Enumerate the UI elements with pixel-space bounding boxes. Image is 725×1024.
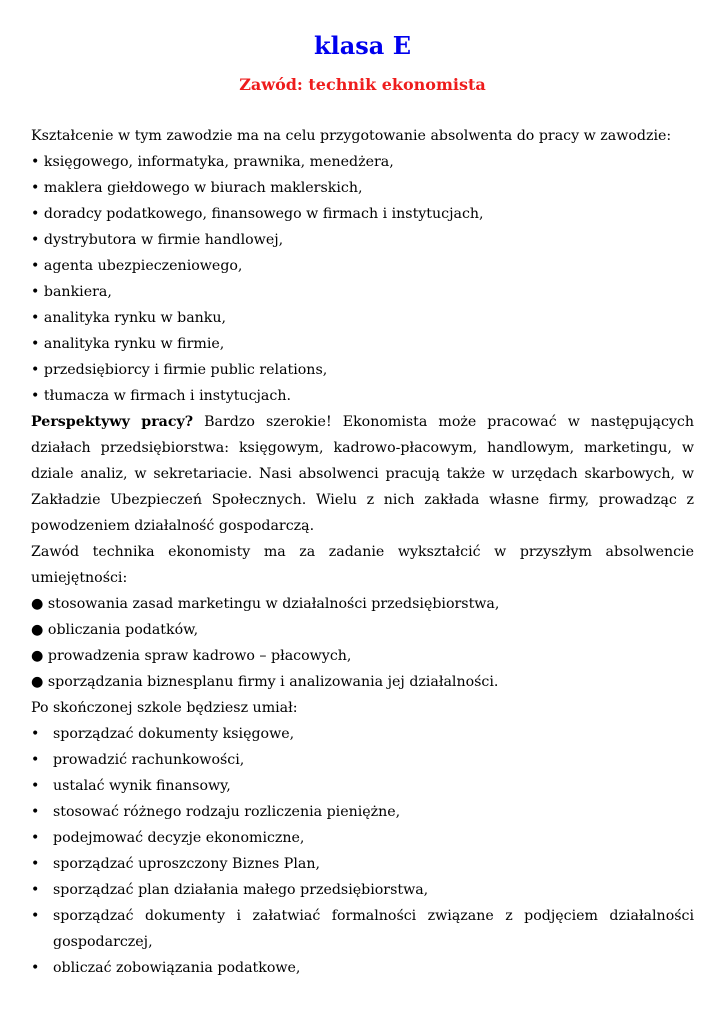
bullet-icon: ● (31, 648, 44, 664)
bullet-icon: • (31, 804, 40, 820)
intro-paragraph: Kształcenie w tym zawodzie ma na celu przygotowanie absolwenta do pracy w zawodzie: (31, 128, 672, 144)
skills-list (31, 591, 694, 695)
list-item: • dystrybutora w firmie handlowej, (31, 232, 284, 248)
bullet-icon: • (31, 362, 40, 378)
list-item: • sporządzać uproszczony Biznes Plan, (31, 851, 694, 877)
perspectives-text: Bardzo szerokie! Ekonomista może pracować w następujących działach przedsiębiorstwa: księgowym, kadrowo-płacowym, handlowym, marketingu, w dziale analiz, w sekretariacie. Nasi absolwenci pracują także w urzędach skarbowych, w Zakładzie Ubezpieczeń Społecznych. Wielu z nich zakłada własne firmy, prowadząc z powodzeniem działalność gospodarczą. (31, 414, 695, 534)
list-item: • bankiera, (31, 284, 112, 300)
list-item: • księgowego, informatyka, prawnika, menedżera, (31, 154, 394, 170)
bullet-icon: • (31, 752, 40, 768)
bullet-icon: • (31, 310, 40, 326)
list-item: ● stosowania zasad marketingu w działalności przedsiębiorstwa, (31, 596, 500, 612)
list-item: • maklera giełdowego w biurach maklerskich, (31, 180, 363, 196)
bullet-icon: • (31, 154, 40, 170)
bullet-icon: • (31, 882, 40, 898)
list-item: • sporządzać plan działania małego przedsiębiorstwa, (31, 877, 694, 903)
skills-intro: Zawód technika ekonomisty ma za zadanie wykształcić w przyszłym absolwencie umiejętności: (31, 544, 694, 586)
bullet-icon: • (31, 180, 40, 196)
list-item: • sporządzać dokumenty i załatwiać formalności związane z podjęciem działalności gospodarczej, (31, 903, 694, 955)
after-school-intro: Po skończonej szkole będziesz umiał: (31, 700, 298, 716)
bullet-icon: • (31, 206, 40, 222)
list-item: • podejmować decyzje ekonomiczne, (31, 825, 694, 851)
profession-list (31, 149, 694, 409)
abilities-list (31, 721, 694, 981)
bullet-icon: • (31, 388, 40, 404)
bullet-icon: • (31, 232, 40, 248)
bullet-icon: • (31, 336, 40, 352)
document-page (31, 30, 694, 981)
list-item: • analityka rynku w firmie, (31, 336, 225, 352)
bullet-icon: • (31, 960, 40, 976)
page-subtitle: Zawód: technik ekonomista (239, 75, 486, 94)
list-item: ● sporządzania biznesplanu firmy i analizowania jej działalności. (31, 674, 499, 690)
bullet-icon: ● (31, 674, 44, 690)
bullet-icon: • (31, 830, 40, 846)
bullet-icon: • (31, 778, 40, 794)
list-item: ● prowadzenia spraw kadrowo – płacowych, (31, 648, 352, 664)
bullet-icon: • (31, 908, 40, 924)
bullet-icon: • (31, 856, 40, 872)
list-item: • obliczać zobowiązania podatkowe, (31, 955, 694, 981)
perspectives-label: Perspektywy pracy? (31, 414, 194, 430)
list-item: • sporządzać dokumenty księgowe, (31, 721, 694, 747)
bullet-icon: • (31, 726, 40, 742)
list-item: • analityka rynku w banku, (31, 310, 227, 326)
list-item: • agenta ubezpieczeniowego, (31, 258, 243, 274)
list-item: • ustalać wynik finansowy, (31, 773, 694, 799)
bullet-icon: • (31, 284, 40, 300)
list-item: • doradcy podatkowego, finansowego w firmach i instytucjach, (31, 206, 484, 222)
bullet-icon: • (31, 258, 40, 274)
bullet-icon: ● (31, 622, 44, 638)
page-title: klasa E (313, 31, 411, 60)
bullet-icon: ● (31, 596, 44, 612)
list-item: • prowadzić rachunkowości, (31, 747, 694, 773)
list-item: • przedsiębiorcy i firmie public relations, (31, 362, 328, 378)
perspectives-paragraph (31, 409, 694, 539)
list-item: • tłumacza w firmach i instytucjach. (31, 388, 291, 404)
list-item: • stosować różnego rodzaju rozliczenia pieniężne, (31, 799, 694, 825)
document-body (31, 123, 694, 981)
list-item: ● obliczania podatków, (31, 622, 199, 638)
